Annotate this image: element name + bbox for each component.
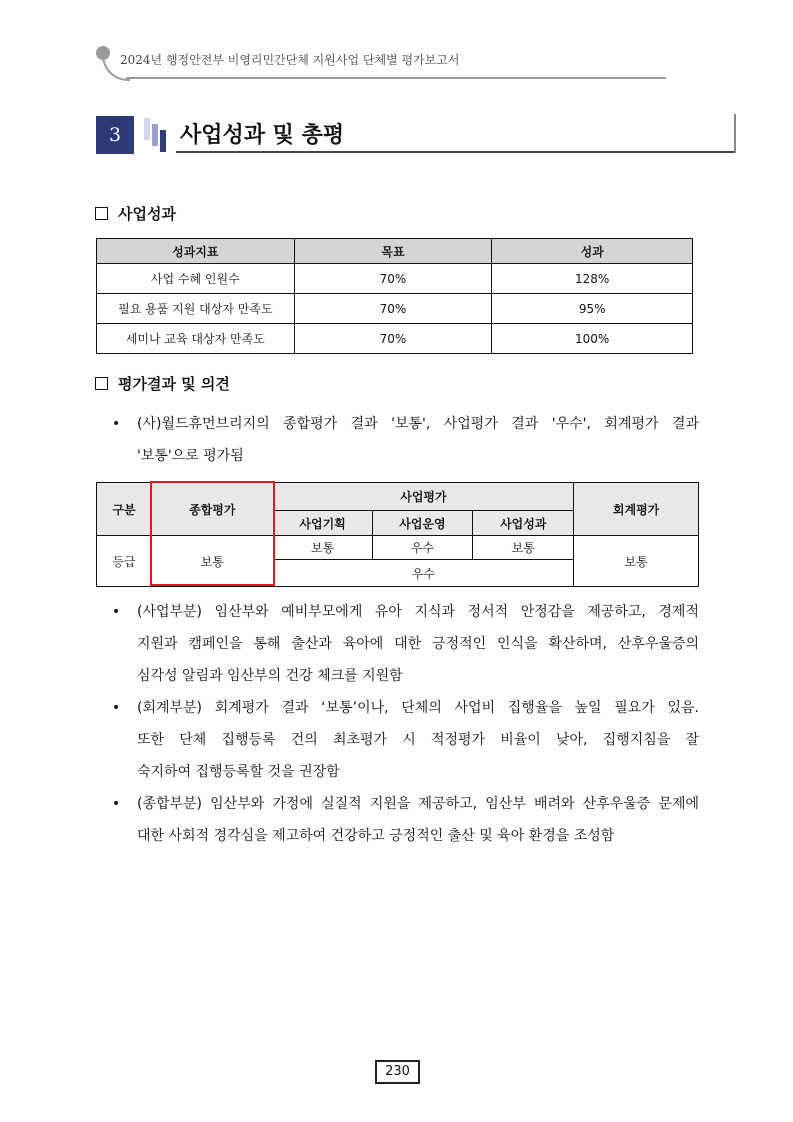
text-line: 대한 사회적 경각심을 제고하여 건강하고 긍정적인 출산 및 육아 환경을 조성함 xyxy=(137,828,615,844)
heading-bar-ornament xyxy=(144,118,150,140)
outcome-grade-cell: 보통 xyxy=(473,536,574,560)
opinion-text xyxy=(137,692,699,788)
category-header: 구분 xyxy=(97,483,152,536)
operation-grade-cell: 우수 xyxy=(372,536,473,560)
overall-header: 종합평가 xyxy=(151,483,273,536)
target-cell: 70% xyxy=(294,324,492,354)
outcome-header: 사업성과 xyxy=(473,511,574,536)
section-underline xyxy=(176,151,734,153)
text-line: '보통'으로 평가됨 xyxy=(137,448,244,464)
table-row xyxy=(97,324,693,354)
text-line: 지원과 캠페인을 통해 출산과 육아에 대한 긍정적인 인식을 확산하며, 산후우울증의 xyxy=(137,636,699,652)
heading-bar-ornament xyxy=(152,124,158,146)
table-row xyxy=(97,264,693,294)
indicator-cell: 필요 용품 지원 대상자 만족도 xyxy=(97,294,295,324)
text-line: (사)월드휴먼브리지의 종합평가 결과 '보통', 사업평가 결과 '우수', 회계평가 결과 xyxy=(137,416,699,432)
evaluation-heading xyxy=(95,373,230,394)
accounting-grade-cell: 보통 xyxy=(574,536,699,587)
table-row xyxy=(97,294,693,324)
text-line: 또한 단체 집행등록 건의 최초평가 시 적정평가 비율이 낮아, 집행지침을 잘 xyxy=(137,732,699,748)
accounting-header: 회계평가 xyxy=(574,483,699,536)
operation-header: 사업운영 xyxy=(372,511,473,536)
grade-label-cell: 등급 xyxy=(97,536,152,587)
overall-grade-highlight xyxy=(150,481,275,586)
bullet-icon: • xyxy=(112,604,121,620)
results-heading-text: 사업성과 xyxy=(118,205,176,223)
section-right-rule xyxy=(734,114,736,153)
bullet-icon: • xyxy=(112,796,121,812)
report-title: 2024년 행정안전부 비영리민간단체 지원사업 단체별 평가보고서 xyxy=(120,53,460,67)
section-title: 사업성과 및 총평 xyxy=(180,122,345,148)
planning-grade-cell: 보통 xyxy=(273,536,372,560)
header-rule xyxy=(126,77,666,79)
bullet-icon: • xyxy=(112,700,121,716)
planning-header: 사업기획 xyxy=(273,511,372,536)
indicator-cell: 사업 수혜 인원수 xyxy=(97,264,295,294)
checkbox-square-icon xyxy=(95,377,108,390)
outcome-cell: 95% xyxy=(492,294,693,324)
column-header: 목표 xyxy=(294,239,492,264)
table-header-row xyxy=(97,239,693,264)
business-header: 사업평가 xyxy=(273,483,573,511)
section-number: 3 xyxy=(96,116,134,154)
overall-grade-cell: 보통 xyxy=(151,536,273,587)
text-line: (사업부분) 임산부와 예비부모에게 유아 지식과 정서적 안정감을 제공하고, 경제적 xyxy=(137,604,699,620)
checkbox-square-icon xyxy=(95,207,108,220)
running-header xyxy=(96,44,696,84)
evaluation-heading-text: 평가결과 및 의견 xyxy=(118,375,230,393)
text-line: 심각성 알림과 임산부의 건강 체크를 지원함 xyxy=(137,668,403,684)
page-number: 230 xyxy=(375,1060,420,1084)
intro-text xyxy=(137,408,699,472)
column-header: 성과지표 xyxy=(97,239,295,264)
text-line: (회계부분) 회계평가 결과 ‘보통’이나, 단체의 사업비 집행율을 높일 필요가 있음. xyxy=(137,700,699,716)
target-cell: 70% xyxy=(294,264,492,294)
column-header: 성과 xyxy=(492,239,693,264)
heading-bar-ornament xyxy=(160,130,166,152)
outcome-cell: 128% xyxy=(492,264,693,294)
results-table xyxy=(96,238,693,354)
text-line: (종합부분) 임산부와 가정에 실질적 지원을 제공하고, 임산부 배려와 산후우울증 문제에 xyxy=(137,796,699,812)
outcome-cell: 100% xyxy=(492,324,693,354)
opinion-text xyxy=(137,788,699,852)
section-heading xyxy=(96,114,736,156)
results-heading xyxy=(95,203,176,224)
indicator-cell: 세미나 교육 대상자 만족도 xyxy=(97,324,295,354)
bullet-icon: • xyxy=(112,416,121,432)
target-cell: 70% xyxy=(294,294,492,324)
text-line: 숙지하여 집행등록할 것을 권장함 xyxy=(137,764,340,780)
opinion-text xyxy=(137,596,699,692)
business-total-cell: 우수 xyxy=(273,560,573,587)
